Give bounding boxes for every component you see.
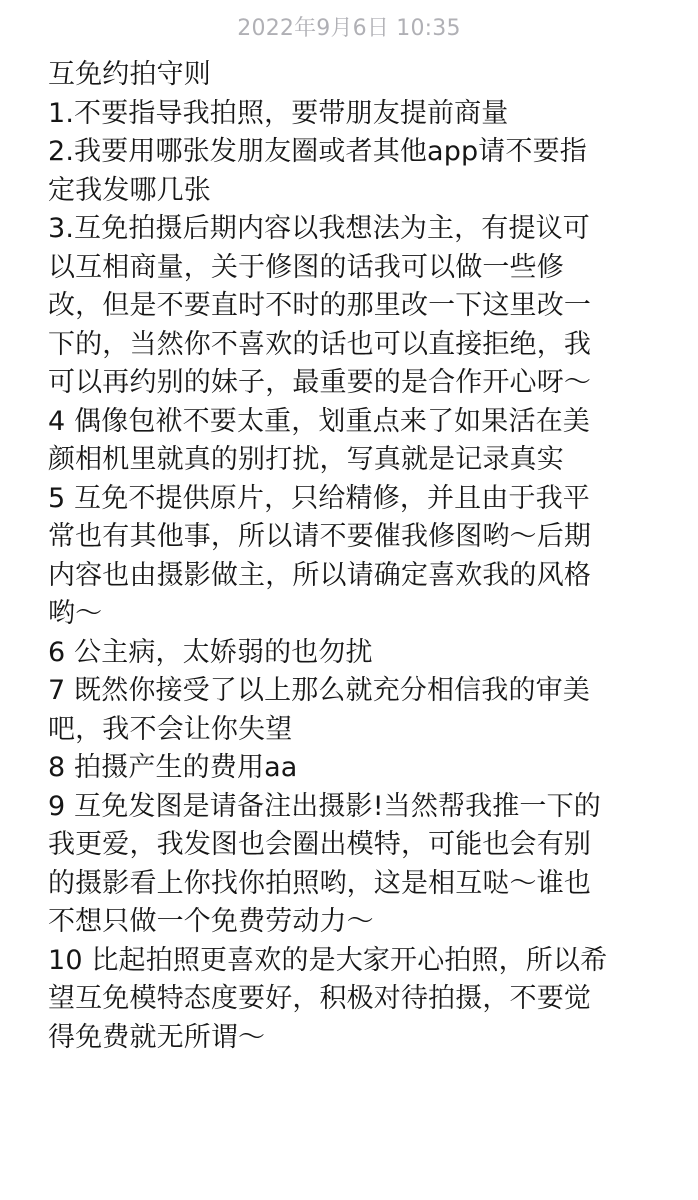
note-text-line: 5 互免不提供原片，只给精修，并且由于我平 (48, 482, 590, 514)
note-text-line: 可以再约别的妹子，最重要的是合作开心呀～ (48, 367, 591, 398)
note-text-line: 的摄影看上你找你拍照哟，这是相互哒～谁也 (48, 867, 591, 899)
note-text-line: 8 拍摄产生的费用aa (48, 752, 298, 783)
note-text-line: 以互相商量，关于修图的话我可以做一些修 (48, 251, 564, 283)
note-text-line: 1.不要指导我拍照，要带朋友提前商量 (48, 97, 509, 129)
note-text-line: 颜相机里就真的别打扰，写真就是记录真实 (48, 444, 564, 475)
note-text-line: 定我发哪几张 (48, 174, 211, 206)
note-text-line: 哟～ (48, 598, 103, 629)
note-text-line: 内容也由摄影做主，所以请确定喜欢我的风格 (48, 559, 591, 591)
note-text-line: 吧，我不会让你失望 (48, 713, 293, 745)
note-text-line: 4 偶像包袱不要太重，划重点来了如果活在美 (48, 405, 590, 437)
note-text-line: 我更爱，我发图也会圈出模特，可能也会有别 (48, 829, 591, 860)
note-text-line: 9 互免发图是请备注出摄影!当然帮我推一下的 (48, 790, 601, 822)
note-text-body[interactable] (48, 56, 663, 1057)
note-title: 互免约拍守则 (48, 59, 211, 90)
note-text-line: 得免费就无所谓～ (48, 1021, 266, 1053)
note-timestamp: 2022年9月6日 10:35 (237, 16, 461, 41)
note-text-line: 改，但是不要直时不时的那里改一下这里改一 (48, 290, 591, 321)
note-text-line: 7 既然你接受了以上那么就充分相信我的审美 (48, 675, 590, 706)
note-text-line: 3.互免拍摄后期内容以我想法为主，有提议可 (48, 213, 590, 244)
note-text-line: 10 比起拍照更喜欢的是大家开心拍照，所以希 (48, 944, 608, 976)
note-text-line: 常也有其他事，所以请不要催我修图哟～后期 (48, 521, 591, 552)
note-text-line: 6 公主病，太娇弱的也勿扰 (48, 636, 373, 668)
note-text-line: 望互免模特态度要好，积极对待拍摄，不要觉 (48, 983, 591, 1014)
note-text-line: 下的，当然你不喜欢的话也可以直接拒绝，我 (48, 328, 591, 360)
note-text-line: 不想只做一个免费劳动力～ (48, 906, 374, 937)
note-text-line: 2.我要用哪张发朋友圈或者其他app请不要指 (48, 136, 587, 167)
